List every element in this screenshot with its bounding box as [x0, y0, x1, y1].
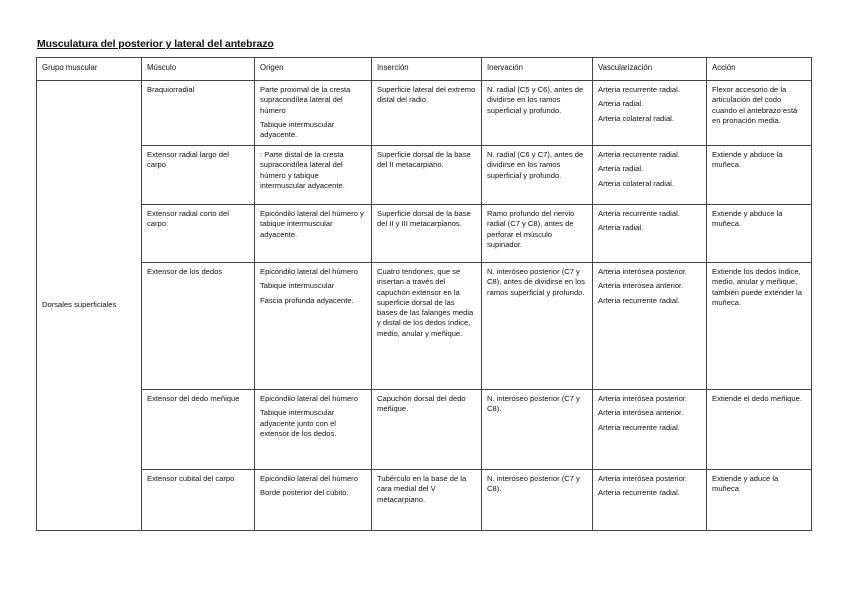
vascularization-line: Arteria recurrente radial.	[598, 488, 680, 498]
insertion-line: Tubérculo en la base de la cara medial del V metacarpiano.	[377, 474, 467, 504]
table-row	[37, 205, 812, 263]
vascularization-line: Arteria colateral radial.	[598, 178, 674, 188]
origin-line: : Parte distal de la cresta supracondílea lateral del húmero y tabique intermuscular adyacente.	[260, 150, 345, 190]
action-cell	[707, 205, 812, 263]
innervation-line: Ramo profundo del nervio radial (C7 y C8), antes de perforar el músculo supinador.	[487, 209, 575, 249]
origin-line: Borde posterior del cúbito.	[260, 488, 349, 498]
action-cell	[707, 470, 812, 531]
innervation-line: N. interóseo posterior (C7 y C8).	[487, 474, 580, 494]
insertion-cell	[372, 470, 482, 531]
action-line: Extiende y abduce la muñeca.	[712, 150, 783, 170]
action-cell	[707, 390, 812, 470]
muscle-name-cell: Extensor radial largo del carpo	[142, 146, 255, 205]
table-row	[37, 81, 812, 146]
header-insercion: Inserción	[372, 58, 482, 81]
table-row	[37, 470, 812, 531]
origin-cell	[255, 81, 372, 146]
insertion-line: Superficie lateral del extremo distal del radio.	[377, 85, 476, 105]
muscle-group-cell: Dorsales superficiales	[37, 81, 142, 531]
vascularization-line: Arteria radial.	[598, 99, 644, 109]
vascularization-line: Arteria interósea anterior.	[598, 281, 684, 291]
header-grupo-muscular: Grupo muscular	[37, 58, 142, 81]
vascularization-line: Arteria interósea anterior.	[598, 408, 684, 418]
origin-line: Tabique intermuscular adyacente junto con el extensor de los dedos.	[260, 408, 337, 438]
origin-line: Epicóndilo lateral del húmero	[260, 267, 358, 276]
origin-line: Epicóndilo lateral del húmero	[260, 474, 358, 483]
header-vascularizacion: Vascularización	[593, 58, 707, 81]
origin-line: Epicóndilo lateral del húmero y tabique intermuscular adyacente.	[260, 209, 364, 239]
vascularization-cell	[593, 81, 707, 146]
muscle-name-cell: Extensor del dedo meñique	[142, 390, 255, 470]
origin-line: Fascia profunda adyacente.	[260, 295, 354, 305]
innervation-line: N. radial (C5 y C6), antes de dividirse en los ramos superficial y profundo.	[487, 85, 584, 115]
insertion-cell	[372, 263, 482, 390]
action-line: Extiende y abduce la muñeca.	[712, 209, 783, 229]
origin-line: Epicóndilo lateral del húmero	[260, 394, 358, 403]
action-line: Extiende los dedos índice, medio, anular y meñique, también puede extender la muñeca.	[712, 267, 802, 307]
vascularization-line: Arteria recurrente radial.	[598, 150, 680, 159]
origin-line: Tabique intermuscular adyacente.	[260, 119, 335, 140]
vascularization-line: Arteria interósea posterior.	[598, 474, 688, 483]
muscle-name-cell: Extensor radial corto del carpo	[142, 205, 255, 263]
header-origen: Origen	[255, 58, 372, 81]
muscle-name-cell: Braquiorradial	[142, 81, 255, 146]
muscle-name-cell: Extensor de los dedos	[142, 263, 255, 390]
table-row	[37, 146, 812, 205]
origin-line: Tabique intermuscular	[260, 281, 335, 291]
insertion-cell	[372, 146, 482, 205]
insertion-cell	[372, 205, 482, 263]
vascularization-line: Arteria interósea posterior.	[598, 267, 688, 276]
origin-line: Parte proximal de la cresta supracondílea lateral del húmero	[260, 85, 351, 115]
action-line: Extiende y aduce la muñeca	[712, 474, 779, 494]
origin-cell	[255, 470, 372, 531]
vascularization-line: Arteria recurrente radial.	[598, 209, 680, 218]
vascularization-line: Arteria recurrente radial.	[598, 85, 680, 94]
insertion-line: Capuchón dorsal del dedo meñique.	[377, 394, 466, 414]
origin-cell	[255, 146, 372, 205]
insertion-line: Superficie dorsal de la base del II y III metacarpianos.	[377, 209, 471, 229]
vascularization-cell	[593, 263, 707, 390]
innervation-line: N. interóseo posterior (C7 y C8), antes de dividirse en los ramos superficial y profundo.	[487, 267, 585, 297]
muscle-table	[36, 57, 812, 531]
action-cell	[707, 146, 812, 205]
innervation-cell	[482, 146, 593, 205]
action-cell	[707, 81, 812, 146]
insertion-cell	[372, 390, 482, 470]
origin-cell	[255, 263, 372, 390]
action-line: Extiende el dedo meñique.	[712, 394, 802, 403]
vascularization-line: Arteria interósea posterior.	[598, 394, 688, 403]
vascularization-line: Arteria recurrente radial.	[598, 295, 680, 305]
vascularization-line: Arteria recurrente radial.	[598, 422, 680, 432]
innervation-cell	[482, 205, 593, 263]
innervation-line: N. radial (C6 y C7), antes de dividirse en los ramos superficial y profundo.	[487, 150, 584, 180]
header-accion: Acción	[707, 58, 812, 81]
origin-cell	[255, 205, 372, 263]
insertion-line: Superficie dorsal de la base del II metacarpiano.	[377, 150, 471, 170]
vascularization-cell	[593, 470, 707, 531]
origin-cell	[255, 390, 372, 470]
document-title: Musculatura del posterior y lateral del antebrazo	[37, 38, 274, 50]
table-row	[37, 390, 812, 470]
action-cell	[707, 263, 812, 390]
muscle-name-cell: Extensor cubital del carpo	[142, 470, 255, 531]
innervation-cell	[482, 263, 593, 390]
action-line: Flexor accesorio de la articulación del codo cuando el antebrazo está en pronación media.	[712, 85, 798, 125]
vascularization-line: Arteria radial.	[598, 223, 644, 233]
innervation-cell	[482, 390, 593, 470]
table-header-row	[37, 58, 812, 81]
vascularization-cell	[593, 390, 707, 470]
vascularization-line: Arteria colateral radial.	[598, 113, 674, 123]
header-musculo: Músculo	[142, 58, 255, 81]
table-row	[37, 263, 812, 390]
vascularization-cell	[593, 146, 707, 205]
vascularization-cell	[593, 205, 707, 263]
header-inervacion: Inervación	[482, 58, 593, 81]
vascularization-line: Arteria radial.	[598, 164, 644, 174]
insertion-line: Cuatro tendones, que se insertan a través del capuchón extensor en la superficie dorsal de las bases de las falanges media y distal de los dedos índice, medio, anular y meñique.	[377, 267, 474, 338]
innervation-cell	[482, 81, 593, 146]
innervation-line: N. interóseo posterior (C7 y C8).	[487, 394, 580, 414]
insertion-cell	[372, 81, 482, 146]
innervation-cell	[482, 470, 593, 531]
table-body	[37, 81, 812, 531]
